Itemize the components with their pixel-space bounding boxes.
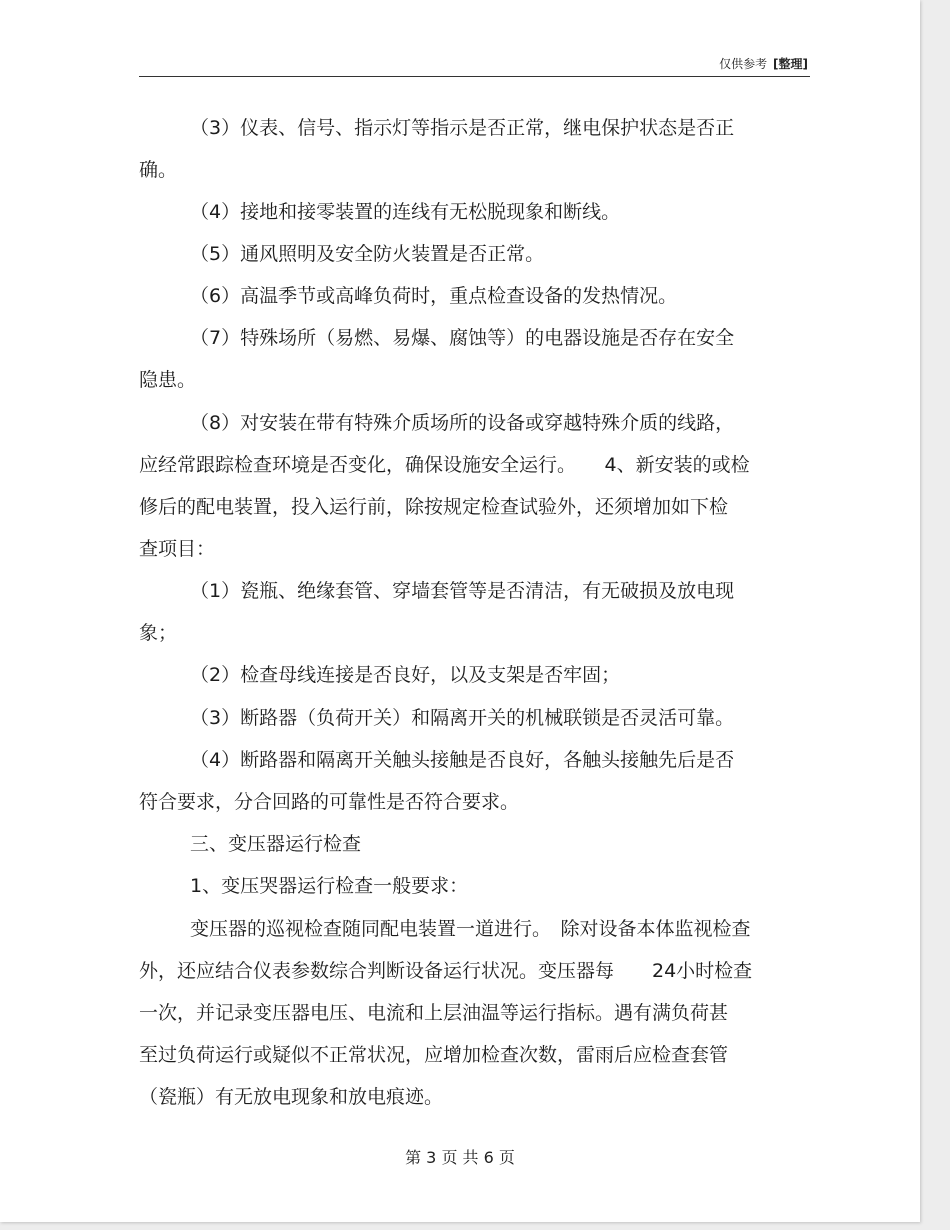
header-rule — [139, 76, 810, 77]
subsection-heading: 1、变压哭器运行检查一般要求： — [190, 875, 469, 897]
body-line: 隐患。 — [139, 369, 197, 391]
body-line: 象； — [139, 622, 178, 644]
section-heading: 三、变压器运行检查 — [190, 833, 362, 855]
body-line: 外，还应结合仪表参数综合判断设备运行状况。变压器每 24小时检查 — [139, 960, 753, 982]
body-line: （瓷瓶）有无放电现象和放电痕迹。 — [139, 1086, 444, 1108]
body-line: （1）瓷瓶、绝缘套管、穿墙套管等是否清洁，有无破损及放电现 — [190, 580, 735, 602]
body-line: （3）仪表、信号、指示灯等指示是否正常，继电保护状态是否正 — [190, 117, 735, 139]
body-line: （4）接地和接零装置的连线有无松脱现象和断线。 — [190, 201, 621, 223]
body-line: 确。 — [139, 159, 178, 181]
body-line: （5）通风照明及安全防火装置是否正常。 — [190, 243, 545, 265]
body-line: 变压器的巡视检查随同配电装置一道进行。 除对设备本体监视检查 — [190, 918, 751, 940]
body-line: 查项目： — [139, 538, 216, 560]
body-line: （2）检查母线连接是否良好，以及支架是否牢固； — [190, 664, 621, 686]
body-line: 修后的配电装置，投入运行前，除按规定检查试验外，还须增加如下检 — [139, 496, 729, 518]
page-header-note — [610, 56, 808, 72]
header-note-bracket: [整理] — [773, 57, 808, 71]
body-line: （7）特殊场所（易燃、易爆、腐蚀等）的电器设施是否存在安全 — [190, 327, 735, 349]
body-line: （8）对安装在带有特殊介质场所的设备或穿越特殊介质的线路， — [190, 412, 735, 434]
body-line: 符合要求，分合回路的可靠性是否符合要求。 — [139, 791, 520, 813]
body-line: 至过负荷运行或疑似不正常状况，应增加检查次数，雷雨后应检查套管 — [139, 1044, 729, 1066]
body-line: （3）断路器（负荷开关）和隔离开关的机械联锁是否灵活可靠。 — [190, 707, 735, 729]
body-line: （6）高温季节或高峰负荷时，重点检查设备的发热情况。 — [190, 285, 678, 307]
body-line: （4）断路器和隔离开关触头接触是否良好，各触头接触先后是否 — [190, 749, 735, 771]
body-line: 一次，并记录变压器电压、电流和上层油温等运行指标。遇有满负荷甚 — [139, 1002, 729, 1024]
body-line: 应经常跟踪检查环境是否变化，确保设施安全运行。 4、新安装的或检 — [139, 454, 750, 476]
header-note-text: 仅供参考 — [719, 57, 768, 71]
page-number-footer: 第 3 页 共 6 页 — [405, 1148, 515, 1167]
